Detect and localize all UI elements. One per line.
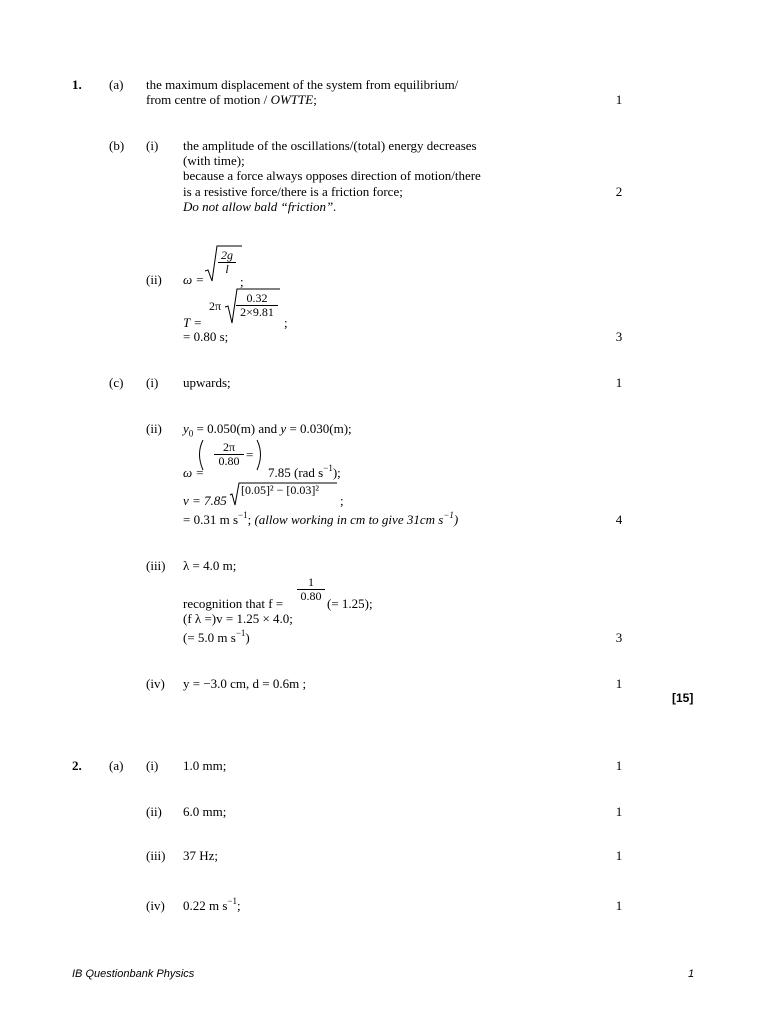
q1ciii-line-1: λ = 4.0 m; <box>183 558 237 573</box>
q2ai-mark: 1 <box>615 758 623 773</box>
q1cii-allow: (allow working in cm to give 31cm s <box>254 512 444 527</box>
q1cii-rad-end: ); <box>332 465 341 480</box>
q1cii-mark: 4 <box>615 512 623 527</box>
q1cii-result-end: ; <box>247 512 252 527</box>
q1cii-frac-den: 0.80 <box>214 454 244 468</box>
q1ciii-label: (iii) <box>146 558 166 573</box>
footer-page-number: 1 <box>688 968 695 980</box>
q1ciii-fraction <box>297 576 325 603</box>
q1ci-label: (i) <box>146 375 159 390</box>
question-2-number: 2. <box>72 758 82 773</box>
q1ciii-line-4-end: ) <box>245 630 250 645</box>
q1ciii-recognition: recognition that f = <box>183 596 284 611</box>
q1cii-label: (ii) <box>146 421 162 436</box>
footer-source: IB Questionbank Physics <box>72 968 195 980</box>
q1bii-T: T = <box>183 315 203 330</box>
q2ai-label: (i) <box>146 758 159 773</box>
q1bii-frac-num: 2g <box>221 248 233 262</box>
q2aii-mark: 1 <box>615 804 623 819</box>
q2aiv-label: (iv) <box>146 898 165 913</box>
q1bii-fraction <box>218 249 236 276</box>
q1bii-label: (ii) <box>146 272 162 287</box>
q1ciii-line-4-sup: −1 <box>235 627 246 638</box>
q1cii-rad <box>268 462 341 480</box>
q1bi-line-4: is a resistive force/there is a friction force; <box>183 184 403 199</box>
q1a-line-2-text: from centre of motion / <box>146 92 268 107</box>
q1a-owtte: OWTTE <box>270 92 314 107</box>
q1bii-frac2-den: 2×9.81 <box>236 305 278 319</box>
q2-part-a-label: (a) <box>109 758 124 773</box>
q1a-mark: 1 <box>615 92 623 107</box>
q1cii-line-1 <box>183 421 352 439</box>
q1cii-y0-sub: 0 <box>188 428 194 439</box>
q2aiii-text: 37 Hz; <box>183 848 219 863</box>
q1cii-result-sup: −1 <box>238 509 248 520</box>
q1ciii-line-4-text: (= 5.0 m s <box>183 630 236 645</box>
q1cii-result <box>183 509 459 527</box>
q1bi-mark: 2 <box>615 184 623 199</box>
q1cii-v: v = 7.85 <box>183 493 227 508</box>
q2aiv-mark: 1 <box>615 898 623 913</box>
q1cii-frac-num: 2π <box>222 440 236 454</box>
q1cii-y: y <box>280 421 287 436</box>
q1bi-label: (i) <box>146 138 159 153</box>
q1cii-omega: ω = <box>183 465 205 480</box>
q1cii-result-text: = 0.31 m s <box>183 512 239 527</box>
q2aiii-mark: 1 <box>615 848 623 863</box>
q1-part-b-label: (b) <box>109 138 125 153</box>
q1civ-text: y = −3.0 cm, d = 0.6m ; <box>183 676 307 691</box>
q1cii-allow-sup: −1 <box>443 509 454 520</box>
q2aiv-text <box>183 895 241 913</box>
q1ciii-line-3: (f λ =)v = 1.25 × 4.0; <box>183 611 293 626</box>
q1a-line-1: the maximum displacement of the system from equilibrium/ <box>146 77 459 92</box>
q2aiv-sup: −1 <box>227 895 237 906</box>
q1cii-y0: y <box>183 421 189 436</box>
q1cii-semicolon: ; <box>340 493 344 508</box>
q1bii-frac2-num: 0.32 <box>246 291 268 305</box>
q1a-semicolon: ; <box>313 92 317 107</box>
q1cii-eq: = <box>246 447 254 462</box>
q1bii-mark: 3 <box>615 329 623 344</box>
q2aiii-label: (iii) <box>146 848 166 863</box>
q1cii-radicand: [0.05]² − [0.03]² <box>241 483 319 497</box>
q2aiv-value: 0.22 m s <box>183 898 228 913</box>
q1bii-frac-den: l <box>218 262 236 276</box>
q1-total-marks: [15] <box>672 691 694 705</box>
q1civ-mark: 1 <box>615 676 623 691</box>
q1cii-allow-end: ) <box>453 512 459 527</box>
q1bi-note: Do not allow bald “friction”. <box>183 199 337 214</box>
q1bi-line-3: because a force always opposes direction of motion/there <box>183 168 481 183</box>
q2aii-text: 6.0 mm; <box>183 804 227 819</box>
q1ciii-frac-num: 1 <box>308 575 314 589</box>
q1ciii-frac-den: 0.80 <box>297 589 325 603</box>
q2aii-label: (ii) <box>146 804 162 819</box>
q1ciii-recognition-end: (= 1.25); <box>327 596 373 611</box>
q1bii-2pi: 2π <box>209 299 222 313</box>
q1-part-a-label: (a) <box>109 77 124 92</box>
q1bii-omega: ω = <box>183 272 205 287</box>
q1cii-fraction <box>214 441 244 468</box>
q1ciii-mark: 3 <box>615 630 623 645</box>
q1bii-result: = 0.80 s; <box>183 329 229 344</box>
q2aiv-end: ; <box>237 898 241 913</box>
q1cii-rad-sup: −1 <box>323 462 333 473</box>
q1ci-text: upwards; <box>183 375 231 390</box>
q1bi-line-1: the amplitude of the oscillations/(total) energy decreases <box>183 138 477 153</box>
q1cii-line-1-mid: = 0.050(m) and <box>193 421 281 436</box>
question-1-number: 1. <box>72 77 82 92</box>
q1bii-semicolon-1: ; <box>240 274 244 289</box>
q1cii-rad-text: 7.85 (rad s <box>268 465 324 480</box>
q1cii-line-1-end: = 0.030(m); <box>286 421 352 436</box>
q1bi-line-2: (with time); <box>183 153 245 168</box>
q2ai-text: 1.0 mm; <box>183 758 227 773</box>
q1ci-mark: 1 <box>615 375 623 390</box>
q1bii-fraction-2 <box>236 292 278 319</box>
q1civ-label: (iv) <box>146 676 165 691</box>
q1ciii-line-4 <box>183 627 250 645</box>
q1a-line-2 <box>146 92 317 107</box>
q1bii-semicolon-2: ; <box>284 315 288 330</box>
q1-part-c-label: (c) <box>109 375 124 390</box>
